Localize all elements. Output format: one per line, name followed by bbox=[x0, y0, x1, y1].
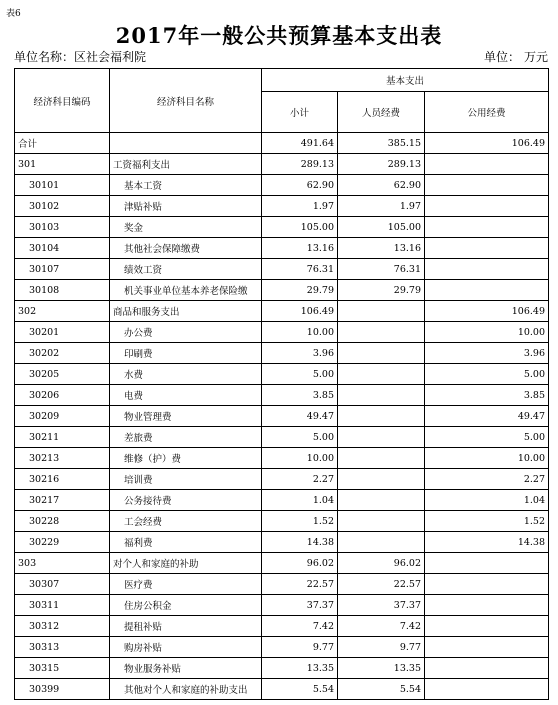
personnel-cell: 96.02 bbox=[338, 553, 425, 574]
subtotal-cell: 1.97 bbox=[262, 196, 338, 217]
name-cell: 水费 bbox=[110, 364, 262, 385]
col-header-basic-expenditure: 基本支出 bbox=[262, 69, 549, 92]
code-cell: 30209 bbox=[15, 406, 110, 427]
table-row bbox=[15, 448, 549, 469]
name-cell bbox=[110, 133, 262, 154]
code-cell: 30102 bbox=[15, 196, 110, 217]
personnel-cell: 1.97 bbox=[338, 196, 425, 217]
public-cell bbox=[425, 616, 549, 637]
personnel-cell bbox=[338, 427, 425, 448]
subtotal-cell: 106.49 bbox=[262, 301, 338, 322]
subtotal-cell: 37.37 bbox=[262, 595, 338, 616]
personnel-cell: 105.00 bbox=[338, 217, 425, 238]
name-cell: 工资福利支出 bbox=[110, 154, 262, 175]
code-cell: 302 bbox=[15, 301, 110, 322]
code-cell: 30315 bbox=[15, 658, 110, 679]
personnel-cell: 9.77 bbox=[338, 637, 425, 658]
public-cell: 14.38 bbox=[425, 532, 549, 553]
subtotal-cell: 105.00 bbox=[262, 217, 338, 238]
table-row bbox=[15, 595, 549, 616]
unit-value: 万元 bbox=[523, 50, 548, 64]
personnel-cell bbox=[338, 469, 425, 490]
table-row bbox=[15, 658, 549, 679]
personnel-cell: 7.42 bbox=[338, 616, 425, 637]
personnel-cell: 385.15 bbox=[338, 133, 425, 154]
personnel-cell: 13.35 bbox=[338, 658, 425, 679]
name-cell: 印刷费 bbox=[110, 343, 262, 364]
subtotal-cell: 13.35 bbox=[262, 658, 338, 679]
subtotal-cell: 3.85 bbox=[262, 385, 338, 406]
name-cell: 培训费 bbox=[110, 469, 262, 490]
code-cell: 30206 bbox=[15, 385, 110, 406]
public-cell bbox=[425, 658, 549, 679]
code-cell: 30216 bbox=[15, 469, 110, 490]
name-cell: 工会经费 bbox=[110, 511, 262, 532]
name-cell: 公务接待费 bbox=[110, 490, 262, 511]
subtotal-cell: 1.04 bbox=[262, 490, 338, 511]
table-row bbox=[15, 511, 549, 532]
name-cell: 购房补贴 bbox=[110, 637, 262, 658]
code-cell: 30201 bbox=[15, 322, 110, 343]
public-cell: 10.00 bbox=[425, 322, 549, 343]
personnel-cell: 29.79 bbox=[338, 280, 425, 301]
code-cell: 30103 bbox=[15, 217, 110, 238]
personnel-cell: 37.37 bbox=[338, 595, 425, 616]
subtotal-cell: 29.79 bbox=[262, 280, 338, 301]
name-cell: 商品和服务支出 bbox=[110, 301, 262, 322]
subtotal-cell: 10.00 bbox=[262, 448, 338, 469]
personnel-cell: 13.16 bbox=[338, 238, 425, 259]
name-cell: 其他社会保障缴费 bbox=[110, 238, 262, 259]
code-cell: 30101 bbox=[15, 175, 110, 196]
personnel-cell bbox=[338, 511, 425, 532]
table-row bbox=[15, 637, 549, 658]
table-row bbox=[15, 469, 549, 490]
code-cell: 30311 bbox=[15, 595, 110, 616]
table-row bbox=[15, 301, 549, 322]
public-cell: 3.96 bbox=[425, 343, 549, 364]
table-row bbox=[15, 574, 549, 595]
subtotal-cell: 96.02 bbox=[262, 553, 338, 574]
code-cell: 30307 bbox=[15, 574, 110, 595]
name-cell: 机关事业单位基本养老保险缴 bbox=[110, 280, 262, 301]
code-cell: 303 bbox=[15, 553, 110, 574]
table-body bbox=[15, 133, 549, 700]
table-row bbox=[15, 532, 549, 553]
public-cell bbox=[425, 595, 549, 616]
col-header-subtotal: 小计 bbox=[262, 92, 338, 133]
personnel-cell: 76.31 bbox=[338, 259, 425, 280]
subtotal-cell: 5.00 bbox=[262, 427, 338, 448]
page-title: 2017年一般公共预算基本支出表 bbox=[115, 23, 443, 48]
subtotal-cell: 2.27 bbox=[262, 469, 338, 490]
code-cell: 30107 bbox=[15, 259, 110, 280]
table-row bbox=[15, 133, 549, 154]
personnel-cell: 289.13 bbox=[338, 154, 425, 175]
code-cell: 30213 bbox=[15, 448, 110, 469]
code-cell: 30313 bbox=[15, 637, 110, 658]
unit-label: 单位： bbox=[483, 50, 520, 64]
public-cell bbox=[425, 259, 549, 280]
public-cell bbox=[425, 280, 549, 301]
public-cell bbox=[425, 574, 549, 595]
code-cell: 30211 bbox=[15, 427, 110, 448]
subtotal-cell: 10.00 bbox=[262, 322, 338, 343]
public-cell bbox=[425, 679, 549, 700]
name-cell: 维修（护）费 bbox=[110, 448, 262, 469]
table-row bbox=[15, 343, 549, 364]
personnel-cell: 22.57 bbox=[338, 574, 425, 595]
personnel-cell: 5.54 bbox=[338, 679, 425, 700]
name-cell: 物业服务补贴 bbox=[110, 658, 262, 679]
name-cell: 医疗费 bbox=[110, 574, 262, 595]
personnel-cell bbox=[338, 301, 425, 322]
table-row bbox=[15, 259, 549, 280]
public-cell: 5.00 bbox=[425, 364, 549, 385]
personnel-cell bbox=[338, 406, 425, 427]
budget-table bbox=[14, 68, 549, 700]
public-cell bbox=[425, 217, 549, 238]
code-cell: 30312 bbox=[15, 616, 110, 637]
public-cell bbox=[425, 637, 549, 658]
personnel-cell bbox=[338, 448, 425, 469]
name-cell: 基本工资 bbox=[110, 175, 262, 196]
name-cell: 对个人和家庭的补助 bbox=[110, 553, 262, 574]
subtotal-cell: 289.13 bbox=[262, 154, 338, 175]
personnel-cell bbox=[338, 343, 425, 364]
currency-unit bbox=[484, 48, 548, 65]
col-header-personnel: 人员经费 bbox=[338, 92, 425, 133]
public-cell: 2.27 bbox=[425, 469, 549, 490]
subtotal-cell: 9.77 bbox=[262, 637, 338, 658]
personnel-cell bbox=[338, 490, 425, 511]
table-row bbox=[15, 217, 549, 238]
subtotal-cell: 14.38 bbox=[262, 532, 338, 553]
col-header-name: 经济科目名称 bbox=[110, 69, 262, 133]
subtotal-cell: 7.42 bbox=[262, 616, 338, 637]
public-cell: 10.00 bbox=[425, 448, 549, 469]
subtotal-cell: 5.00 bbox=[262, 364, 338, 385]
name-cell: 电费 bbox=[110, 385, 262, 406]
table-row bbox=[15, 490, 549, 511]
name-cell: 提租补贴 bbox=[110, 616, 262, 637]
subtotal-cell: 76.31 bbox=[262, 259, 338, 280]
table-row bbox=[15, 364, 549, 385]
table-row bbox=[15, 196, 549, 217]
public-cell bbox=[425, 154, 549, 175]
table-row bbox=[15, 406, 549, 427]
code-cell: 30217 bbox=[15, 490, 110, 511]
table-header bbox=[15, 69, 549, 133]
table-row bbox=[15, 238, 549, 259]
code-cell: 30202 bbox=[15, 343, 110, 364]
public-cell bbox=[425, 553, 549, 574]
code-cell: 30104 bbox=[15, 238, 110, 259]
public-cell: 1.52 bbox=[425, 511, 549, 532]
code-cell: 合计 bbox=[15, 133, 110, 154]
table-row bbox=[15, 427, 549, 448]
col-header-code: 经济科目编码 bbox=[15, 69, 110, 133]
name-cell: 物业管理费 bbox=[110, 406, 262, 427]
subtotal-cell: 1.52 bbox=[262, 511, 338, 532]
table-row bbox=[15, 553, 549, 574]
code-cell: 30399 bbox=[15, 679, 110, 700]
code-cell: 301 bbox=[15, 154, 110, 175]
personnel-cell bbox=[338, 385, 425, 406]
public-cell bbox=[425, 196, 549, 217]
public-cell: 3.85 bbox=[425, 385, 549, 406]
name-cell: 福利费 bbox=[110, 532, 262, 553]
public-cell bbox=[425, 175, 549, 196]
table-row bbox=[15, 616, 549, 637]
code-cell: 30228 bbox=[15, 511, 110, 532]
public-cell: 106.49 bbox=[425, 301, 549, 322]
col-header-public: 公用经费 bbox=[425, 92, 549, 133]
subtotal-cell: 49.47 bbox=[262, 406, 338, 427]
name-cell: 绩效工资 bbox=[110, 259, 262, 280]
subtotal-cell: 13.16 bbox=[262, 238, 338, 259]
name-cell: 其他对个人和家庭的补助支出 bbox=[110, 679, 262, 700]
name-cell: 差旅费 bbox=[110, 427, 262, 448]
code-cell: 30205 bbox=[15, 364, 110, 385]
subtotal-cell: 5.54 bbox=[262, 679, 338, 700]
name-cell: 办公费 bbox=[110, 322, 262, 343]
unit-name: 单位名称：区社会福利院 bbox=[14, 50, 147, 64]
table-row bbox=[15, 679, 549, 700]
public-cell bbox=[425, 238, 549, 259]
public-cell: 49.47 bbox=[425, 406, 549, 427]
table-row bbox=[15, 280, 549, 301]
personnel-cell bbox=[338, 532, 425, 553]
name-cell: 住房公积金 bbox=[110, 595, 262, 616]
subtotal-cell: 22.57 bbox=[262, 574, 338, 595]
personnel-cell: 62.90 bbox=[338, 175, 425, 196]
name-cell: 奖金 bbox=[110, 217, 262, 238]
subtotal-cell: 491.64 bbox=[262, 133, 338, 154]
public-cell: 5.00 bbox=[425, 427, 549, 448]
code-cell: 30108 bbox=[15, 280, 110, 301]
personnel-cell bbox=[338, 322, 425, 343]
name-cell: 津贴补贴 bbox=[110, 196, 262, 217]
table-row bbox=[15, 175, 549, 196]
table-row bbox=[15, 385, 549, 406]
document-id: 表6 bbox=[6, 9, 21, 19]
public-cell: 106.49 bbox=[425, 133, 549, 154]
code-cell: 30229 bbox=[15, 532, 110, 553]
subtotal-cell: 3.96 bbox=[262, 343, 338, 364]
personnel-cell bbox=[338, 364, 425, 385]
subtotal-cell: 62.90 bbox=[262, 175, 338, 196]
public-cell: 1.04 bbox=[425, 490, 549, 511]
table-row bbox=[15, 322, 549, 343]
table-row bbox=[15, 154, 549, 175]
